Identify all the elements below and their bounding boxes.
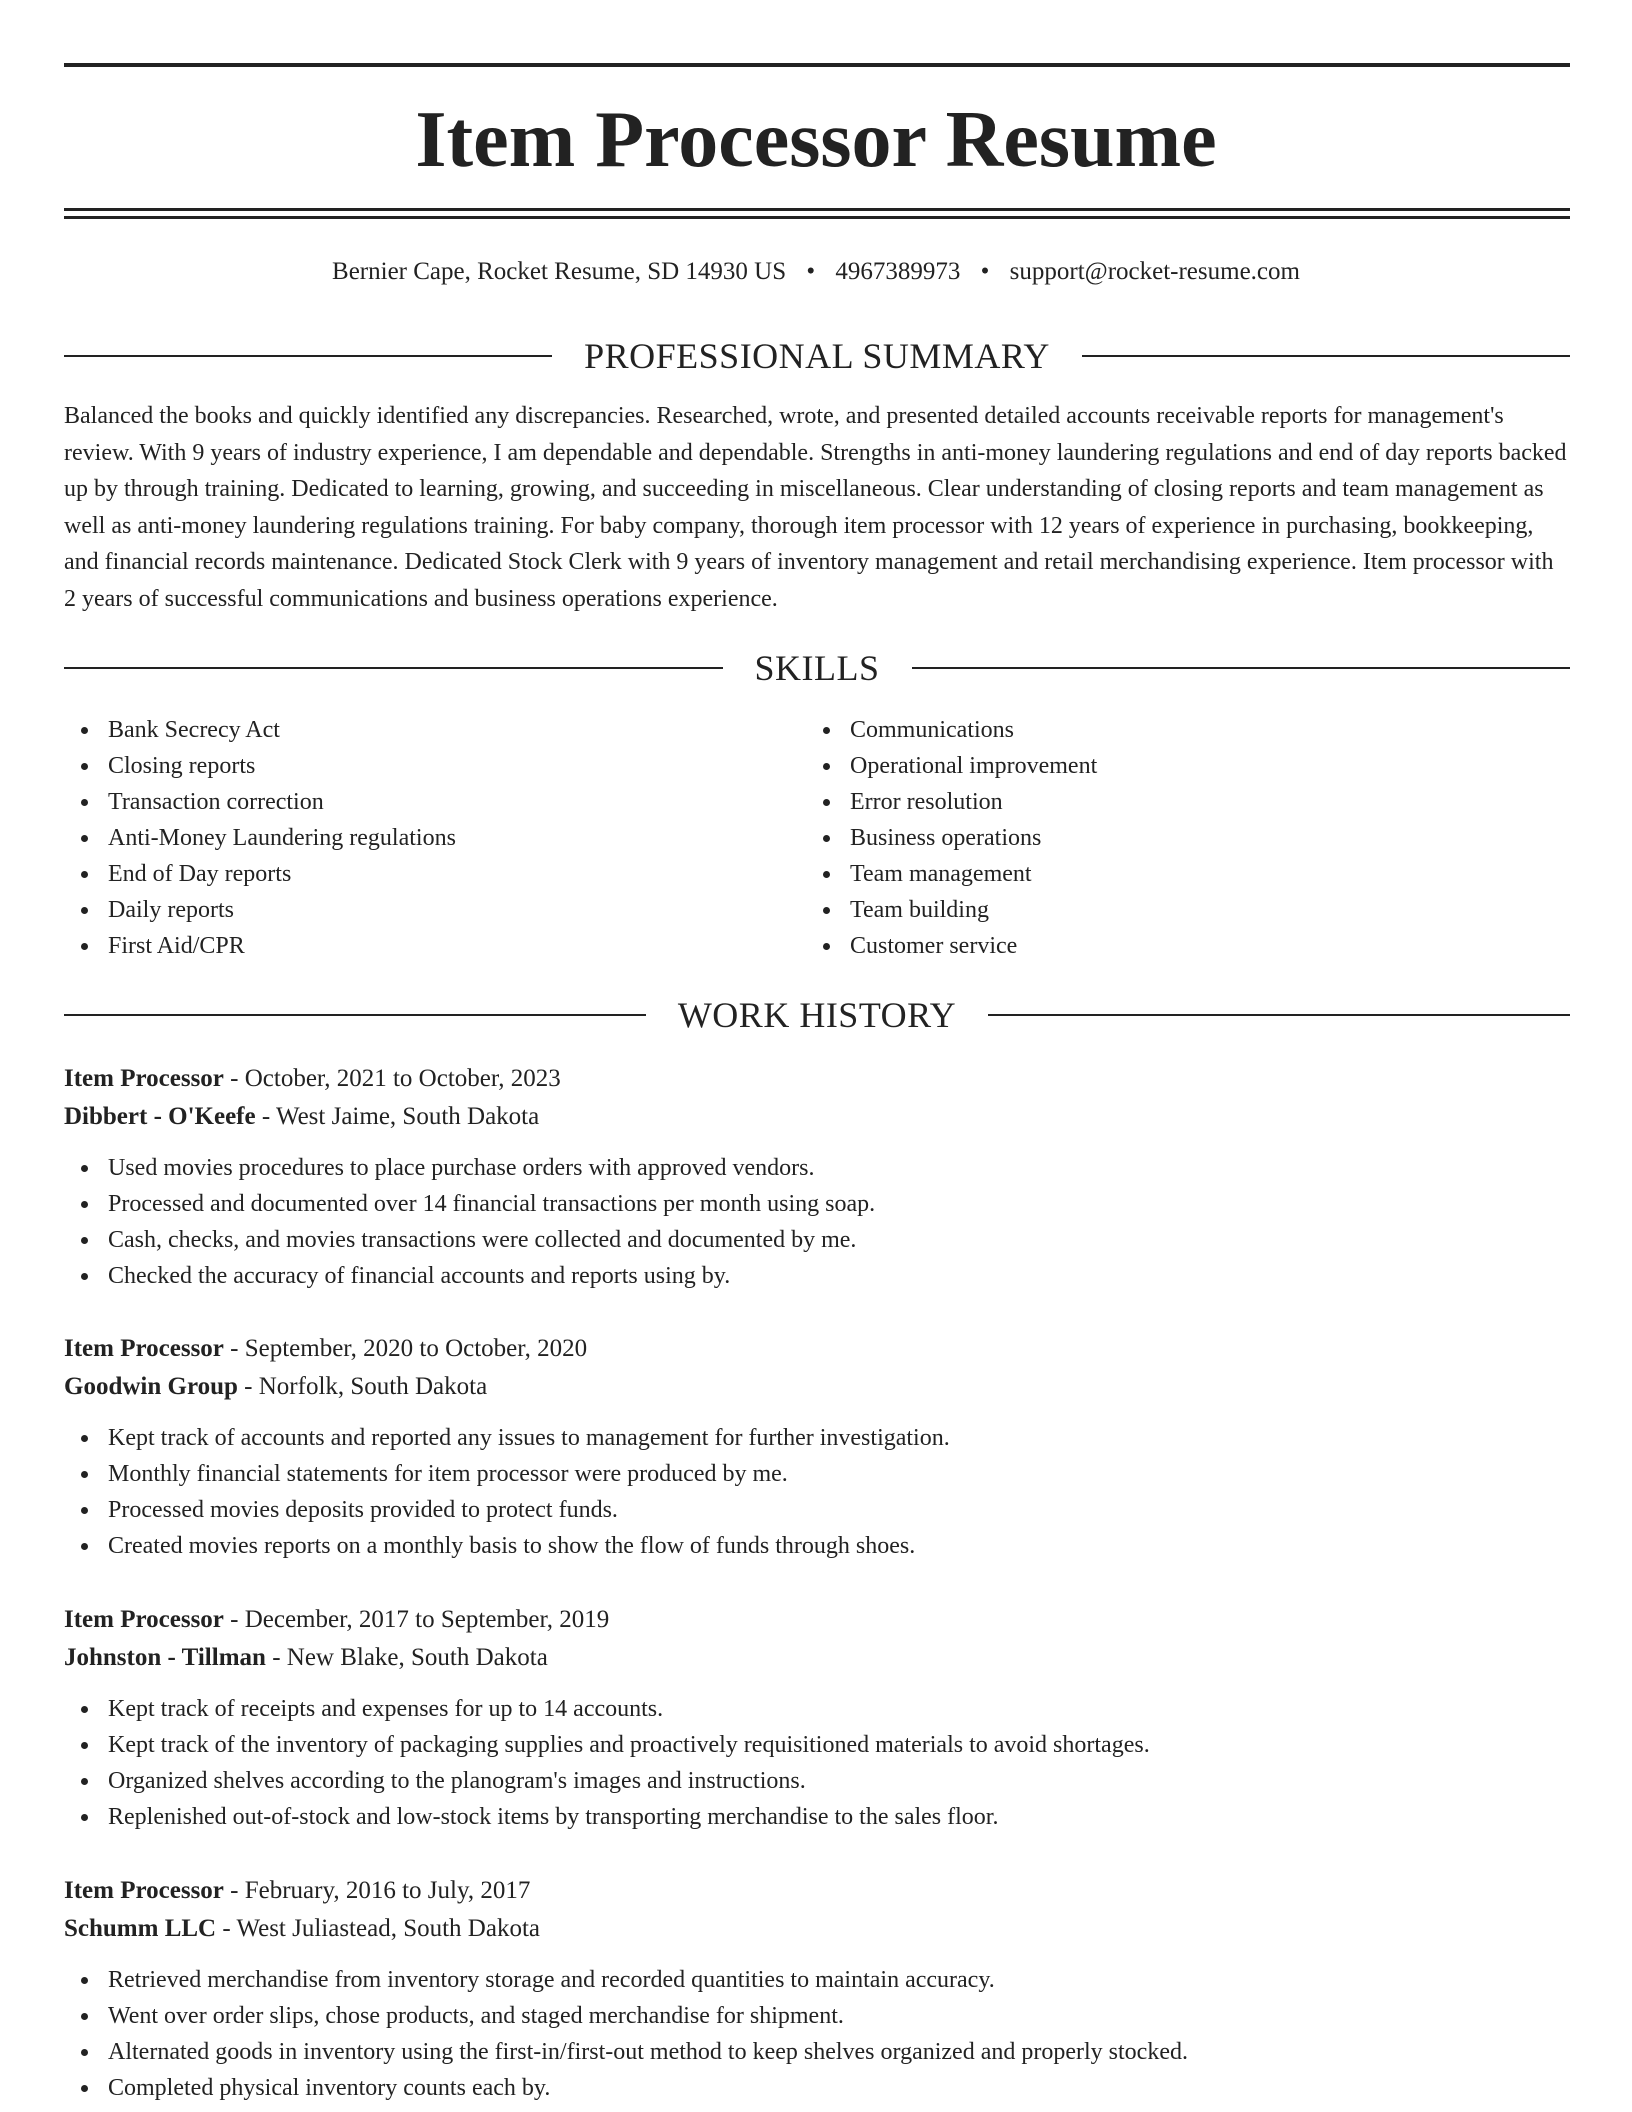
work-heading: WORK HISTORY (677, 995, 957, 1035)
job-dates: September, 2020 to October, 2020 (244, 1335, 588, 1362)
job-bullet: Went over order slips, chose products, and staged merchandise for shipment. (64, 1998, 1570, 2034)
job-title-line: Item Processor - December, 2017 to September, 2019 (64, 1606, 610, 1633)
skills-list-right (806, 712, 1097, 964)
job-bullet: Kept track of receipts and expenses for up to 14 accounts. (64, 1691, 1570, 1727)
job-title-line: Item Processor - February, 2016 to July, 2017 (64, 1877, 531, 1904)
job-location: West Juliastead, South Dakota (236, 1915, 540, 1942)
top-rule (64, 63, 1570, 67)
job-entry (64, 1060, 1570, 1294)
job-bullets (64, 1962, 1570, 2106)
job-bullets (64, 1691, 1570, 1835)
skill-item: End of Day reports (64, 856, 456, 892)
contact-address: Bernier Cape, Rocket Resume, SD 14930 US (332, 258, 787, 285)
skill-item: Communications (806, 712, 1097, 748)
job-location: Norfolk, South Dakota (258, 1373, 488, 1400)
title-double-rule-upper (64, 208, 1570, 211)
section-rule (912, 667, 1571, 669)
job-role: Item Processor (64, 1065, 224, 1092)
work-section-header (64, 993, 1570, 1037)
job-role: Item Processor (64, 1877, 224, 1904)
job-bullet: Processed movies deposits provided to protect funds. (64, 1492, 1570, 1528)
contact-line (0, 254, 1632, 290)
job-company: Schumm LLC (64, 1915, 217, 1942)
skill-item: Team management (806, 856, 1097, 892)
skill-item: Error resolution (806, 784, 1097, 820)
job-title-line: Item Processor - September, 2020 to October, 2020 (64, 1335, 588, 1362)
job-company: Dibbert - O'Keefe (64, 1103, 256, 1130)
section-rule (64, 667, 723, 669)
job-company: Goodwin Group (64, 1373, 238, 1400)
skill-item: Anti-Money Laundering regulations (64, 820, 456, 856)
contact-separator: • (806, 258, 816, 285)
section-rule (1082, 355, 1570, 357)
job-bullet: Created movies reports on a monthly basis to show the flow of funds through shoes. (64, 1528, 1570, 1564)
contact-email: support@rocket-resume.com (1009, 258, 1300, 285)
section-rule (64, 1014, 646, 1016)
job-bullets (64, 1420, 1570, 1564)
skill-item: Team building (806, 892, 1097, 928)
job-entry (64, 1872, 1570, 2106)
job-role: Item Processor (64, 1606, 224, 1633)
job-company: Johnston - Tillman (64, 1644, 266, 1671)
job-dates: February, 2016 to July, 2017 (244, 1877, 531, 1904)
job-bullet: Alternated goods in inventory using the first-in/first-out method to keep shelves organized and properly stocked. (64, 2034, 1570, 2070)
summary-section-header (64, 334, 1570, 378)
job-bullet: Completed physical inventory counts each by. (64, 2070, 1570, 2106)
job-entry (64, 1330, 1570, 1564)
job-company-line: Schumm LLC - West Juliastead, South Dakota (64, 1915, 540, 1942)
skills-section-header (64, 646, 1570, 690)
skill-item: First Aid/CPR (64, 928, 456, 964)
job-bullet: Kept track of the inventory of packaging supplies and proactively requisitioned materials to avoid shortages. (64, 1727, 1570, 1763)
skill-item: Customer service (806, 928, 1097, 964)
resume-title: Item Processor Resume (415, 96, 1217, 184)
skill-item: Business operations (806, 820, 1097, 856)
job-bullet: Processed and documented over 14 financial transactions per month using soap. (64, 1186, 1570, 1222)
job-bullet: Retrieved merchandise from inventory storage and recorded quantities to maintain accuracy. (64, 1962, 1570, 1998)
job-company-line: Dibbert - O'Keefe - West Jaime, South Dakota (64, 1103, 540, 1130)
skills-heading: SKILLS (754, 648, 880, 688)
job-bullet: Replenished out-of-stock and low-stock items by transporting merchandise to the sales floor. (64, 1799, 1570, 1835)
contact-phone: 4967389973 (835, 258, 961, 285)
job-bullet: Kept track of accounts and reported any issues to management for further investigation. (64, 1420, 1570, 1456)
job-dates: December, 2017 to September, 2019 (244, 1606, 610, 1633)
contact-separator: • (980, 258, 990, 285)
section-rule (64, 355, 552, 357)
job-location: West Jaime, South Dakota (275, 1103, 540, 1130)
job-company-line: Goodwin Group - Norfolk, South Dakota (64, 1373, 488, 1400)
job-location: New Blake, South Dakota (286, 1644, 548, 1671)
skill-item: Daily reports (64, 892, 456, 928)
section-rule (988, 1014, 1570, 1016)
summary-text: Balanced the books and quickly identified any discrepancies. Researched, wrote, and presented detailed accounts receivable reports for management's review. With 9 years of industry experience, I am dependable and dependable. Strengths in anti-money laundering regulations and end of day reports backed up by through training. Dedicated to learning, growing, and succeeding in miscellaneous. Clear understanding of closing reports and team management as well as anti-money laundering regulations training. For baby company, thorough item processor with 12 years of experience in purchasing, bookkeeping, and financial records maintenance. Dedicated Stock Clerk with 9 years of inventory management and retail merchandising experience. Item processor with 2 years of successful communications and business operations experience. (64, 403, 1567, 612)
summary-heading: PROFESSIONAL SUMMARY (584, 336, 1050, 376)
job-bullets (64, 1150, 1570, 1294)
job-bullet: Checked the accuracy of financial accounts and reports using by. (64, 1258, 1570, 1294)
skill-item: Transaction correction (64, 784, 456, 820)
job-entry (64, 1601, 1570, 1835)
skill-item: Bank Secrecy Act (64, 712, 456, 748)
job-role: Item Processor (64, 1335, 224, 1362)
job-bullet: Used movies procedures to place purchase orders with approved vendors. (64, 1150, 1570, 1186)
job-bullet: Cash, checks, and movies transactions were collected and documented by me. (64, 1222, 1570, 1258)
job-bullet: Monthly financial statements for item processor were produced by me. (64, 1456, 1570, 1492)
job-bullet: Organized shelves according to the planogram's images and instructions. (64, 1763, 1570, 1799)
job-company-line: Johnston - Tillman - New Blake, South Dakota (64, 1644, 548, 1671)
job-dates: October, 2021 to October, 2023 (244, 1065, 561, 1092)
skill-item: Closing reports (64, 748, 456, 784)
title-double-rule-lower (64, 216, 1570, 219)
job-title-line: Item Processor - October, 2021 to October, 2023 (64, 1065, 561, 1092)
skills-list-left (64, 712, 456, 964)
skill-item: Operational improvement (806, 748, 1097, 784)
